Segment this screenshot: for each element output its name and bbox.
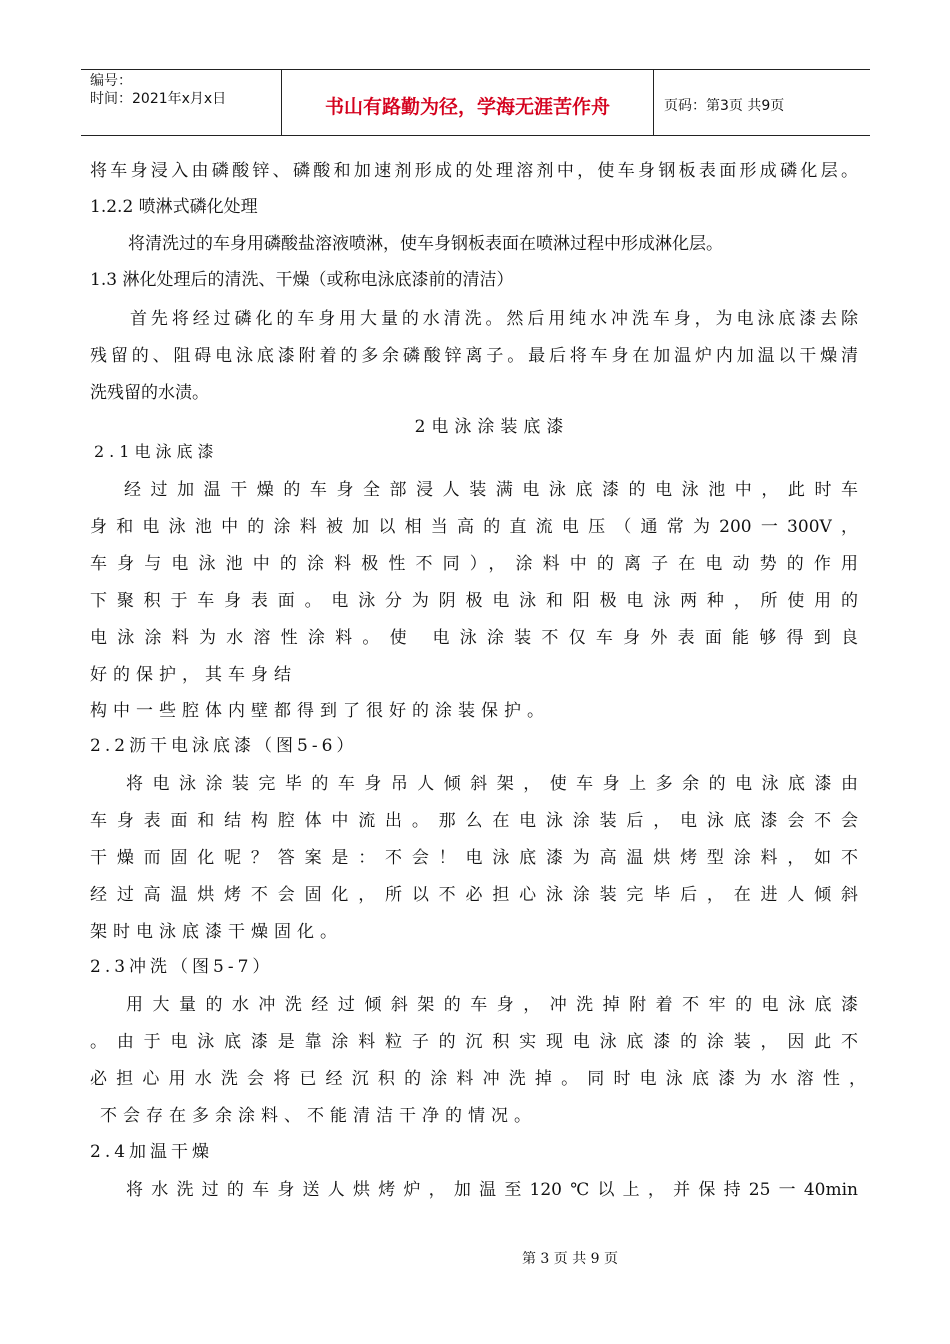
paragraph-line: 下聚积于车身表面。电泳分为阴极电泳和阳极电泳两种，所使用的 [90, 591, 858, 611]
paragraph-line: 。由于电泳底漆是靠涂料粒子的沉积实现电泳底漆的涂装，因此不 [90, 1032, 858, 1052]
paragraph-line: 车身表面和结构腔体中流出。那么在电泳涂装后，电泳底漆会不会 [90, 811, 858, 831]
document-date-label: 时间：2021年x月x日 [90, 91, 227, 107]
paragraph-line: 将水洗过的车身送人烘烤炉，加温至120℃以上，并保持25一40min [126, 1180, 858, 1200]
header-page-info: 页码：第3页 共9页 [664, 98, 785, 114]
paragraph-line: 经过加温干燥的车身全部浸人装满电泳底漆的电泳池中，此时车 [124, 480, 858, 500]
paragraph-line: 电泳涂料为水溶性涂料。使 电泳涂装不仅车身外表面能够得到良 [90, 628, 858, 648]
paragraph-line: 身和电泳池中的涂料被加以相当高的直流电压（通常为200一300V， [90, 517, 858, 537]
paragraph-line: 洗残留的水渍。 [90, 383, 209, 403]
section-heading: 2.4加温干燥 [90, 1142, 214, 1162]
paragraph-line: 残留的、阻碍电泳底漆附着的多余磷酸锌离子。最后将车身在加温炉内加温以干燥清 [90, 346, 858, 366]
page-header-table [81, 69, 870, 136]
paragraph-line: 不会存在多余涂料、不能清洁干净的情况。 [100, 1106, 537, 1126]
paragraph-line: 干燥而固化呢？答案是：不会！电泳底漆为高温烘烤型涂料，如不 [90, 848, 858, 868]
page-footer: 第 3 页 共 9 页 [521, 1251, 619, 1267]
header-motto: 书山有路勤为径，学海无涯苦作舟 [324, 96, 610, 118]
chapter-title: 2电泳涂装底漆 [414, 417, 570, 437]
header-meta-cell [81, 70, 282, 135]
section-heading: 1.3 淋化处理后的清洗、干燥（或称电泳底漆前的清洁） [90, 270, 514, 290]
paragraph-line: 首先将经过磷化的车身用大量的水清洗。然后用纯水冲洗车身，为电泳底漆去除 [130, 309, 858, 329]
section-heading: 2.2沥干电泳底漆（图5-6） [90, 736, 358, 756]
paragraph-line: 经过高温烘烤不会固化，所以不必担心泳涂装完毕后，在进人倾斜 [90, 885, 858, 905]
paragraph-line: 将电泳涂装完毕的车身吊人倾斜架，使车身上多余的电泳底漆由 [126, 774, 858, 794]
section-heading: 2.1电泳底漆 [94, 442, 219, 461]
paragraph-line: 用大量的水冲洗经过倾斜架的车身，冲洗掉附着不牢的电泳底漆 [126, 995, 858, 1015]
section-heading: 2.3冲洗（图5-7） [90, 957, 274, 977]
paragraph-line: 必担心用水洗会将已经沉积的涂料冲洗掉。同时电泳底漆为水溶性， [90, 1069, 866, 1089]
header-motto-cell [282, 70, 654, 135]
paragraph-line: 车身与电泳池中的涂料极性不同），涂料中的离子在电动势的作用 [90, 554, 858, 574]
paragraph-line: 将清洗过的车身用磷酸盐溶液喷淋，使车身钢板表面在喷淋过程中形成淋化层。 [128, 234, 723, 254]
paragraph-line: 构中一些腔体内壁都得到了很好的涂装保护。 [90, 701, 550, 721]
paragraph-line: 架时电泳底漆干燥固化。 [90, 922, 343, 942]
paragraph-line: 好的保护，其车身结 [90, 665, 297, 685]
section-heading: 1.2.2 喷淋式磷化处理 [90, 197, 258, 217]
header-page-cell [654, 70, 870, 135]
paragraph-line: 将车身浸入由磷酸锌、磷酸和加速剂形成的处理溶剂中，使车身钢板表面形成磷化层。 [90, 161, 858, 181]
document-number-label: 编号： [90, 73, 132, 89]
